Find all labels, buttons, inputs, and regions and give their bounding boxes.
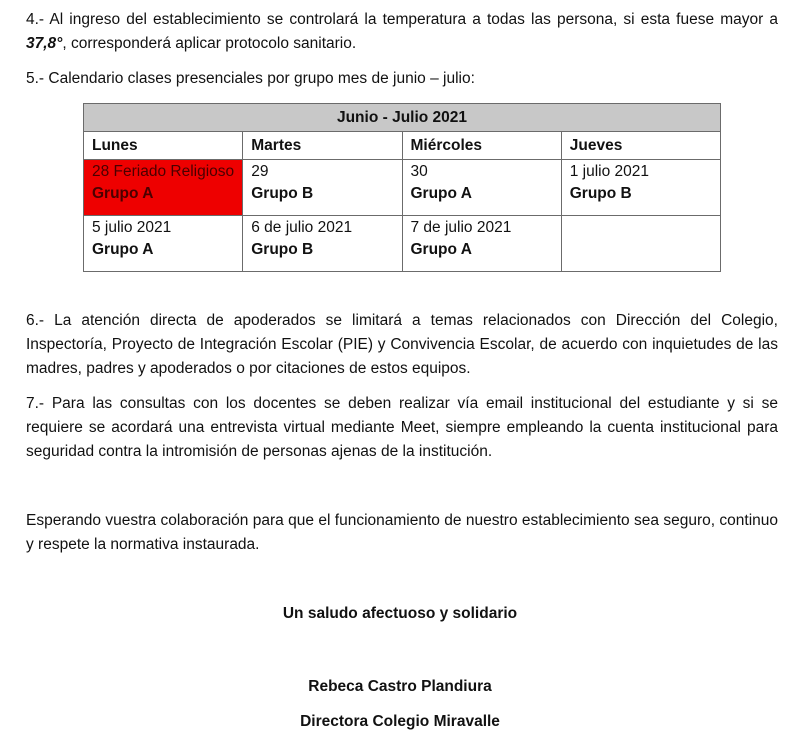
cell-group: Grupo A xyxy=(92,185,154,202)
cell-group: Grupo A xyxy=(92,241,154,258)
temperature-value: 37,8° xyxy=(26,35,63,52)
calendar-cell-holiday xyxy=(84,160,243,216)
cell-date: 28 Feriado Religioso xyxy=(92,163,235,180)
calendar-cell-empty xyxy=(561,216,720,272)
paragraph-4-text: 4.- Al ingreso del establecimiento se controlará la temperatura a todas las persona, si esta fuese mayor a xyxy=(26,11,778,28)
cell-date: 30 xyxy=(410,163,428,180)
calendar-cell xyxy=(243,216,402,272)
cell-date: 7 de julio 2021 xyxy=(410,219,512,236)
cell-group: Grupo B xyxy=(569,185,632,202)
cell-group: Grupo B xyxy=(251,185,314,202)
calendar-cell xyxy=(243,160,402,216)
paragraph-closing-remark: Esperando vuestra colaboración para que el funcionamiento de nuestro establecimiento sea seguro, continuo y respete la normativa instaurada. xyxy=(26,512,778,553)
signer-name: Rebeca Castro Plandiura xyxy=(308,678,492,695)
paragraph-5: 5.- Calendario clases presenciales por grupo mes de junio – julio: xyxy=(26,70,475,87)
day-header-lunes: Lunes xyxy=(84,132,243,160)
day-header-jueves: Jueves xyxy=(561,132,720,160)
cell-date: 6 de julio 2021 xyxy=(251,219,353,236)
calendar-cell xyxy=(402,216,561,272)
cell-date: 29 xyxy=(251,163,269,180)
paragraph-6: 6.- La atención directa de apoderados se limitará a temas relacionados con Dirección del Colegio, Inspectoría, Proyecto de Integración Escolar (PIE) y Convivencia Escolar, de acuerdo con inquietudes de las madres, padres y apoderados o por citaciones de estos equipos. xyxy=(26,312,778,377)
calendar-cell xyxy=(561,160,720,216)
cell-date: 1 julio 2021 xyxy=(569,163,650,180)
calendar-row xyxy=(84,160,721,216)
calendar-cell xyxy=(402,160,561,216)
cell-group: Grupo B xyxy=(251,241,314,258)
calendar-title: Junio - Julio 2021 xyxy=(84,104,721,132)
cell-group: Grupo A xyxy=(410,241,472,258)
day-header-miercoles: Miércoles xyxy=(402,132,561,160)
calendar-table xyxy=(83,103,721,272)
calendar-cell xyxy=(84,216,243,272)
cell-group: Grupo A xyxy=(410,185,472,202)
day-header-martes: Martes xyxy=(243,132,402,160)
closing-salutation: Un saludo afectuoso y solidario xyxy=(282,605,518,622)
paragraph-4 xyxy=(26,8,778,56)
paragraph-7: 7.- Para las consultas con los docentes se deben realizar vía email institucional del estudiante y si se requiere se acordará una entrevista virtual mediante Meet, siempre empleando la cuenta institucional para seguridad contra la intromisión de personas ajenas de la institución. xyxy=(26,395,778,460)
paragraph-4-text-end: , corresponderá aplicar protocolo sanitario. xyxy=(62,35,357,52)
cell-date: 5 julio 2021 xyxy=(92,219,172,236)
signer-title: Directora Colegio Miravalle xyxy=(300,713,500,730)
calendar-row xyxy=(84,216,721,272)
